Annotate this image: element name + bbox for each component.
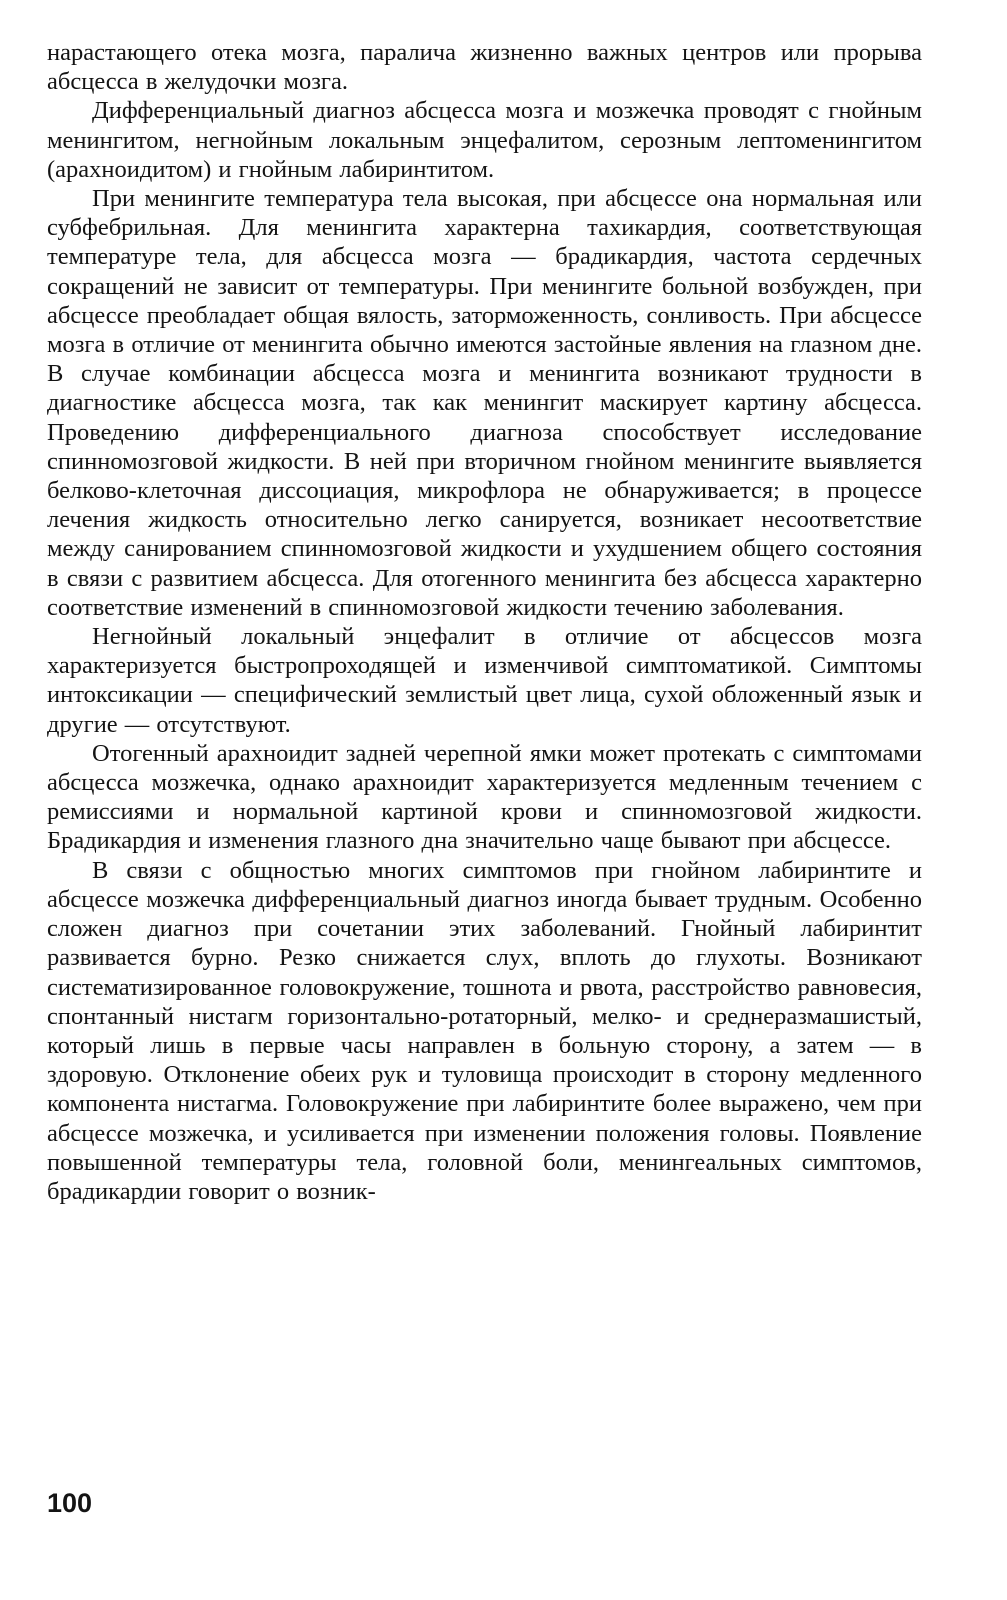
paragraph-1: нарастающего отека мозга, паралича жизненно важных центров или прорыва абсцесса в желудочки мозга.: [47, 39, 922, 96]
paragraph-3: При менингите температура тела высокая, при абсцессе она нормальная или субфебрильная. Для менингита характерна тахикардия, соответствующая температуре тела, для абсцесса мозга — брадикардия, частота сердечных сокращений не зависит от температуры. При менингите больной возбужден, при абсцессе преобладает общая вялость, заторможенность, сонливость. При абсцессе мозга в отличие от менингита обычно имеются застойные явления на глазном дне. В случае комбинации абсцесса мозга и менингита возникают трудности в диагностике абсцесса мозга, так как менингит маскирует картину абсцесса. Проведению дифференциального диагноза способствует исследование спинномозговой жидкости. В ней при вторичном гнойном менингите выявляется белково-клеточная диссоциация, микрофлора не обнаруживается; в процессе лечения жидкость относительно легко санируется, возникает несоответствие между санированием спинномозговой жидкости и ухудшением общего состояния в связи с развитием абсцесса. Для отогенного менингита без абсцесса характерно соответствие изменений в спинномозговой жидкости течению заболевания.: [47, 185, 922, 621]
paragraph-2: Дифференциальный диагноз абсцесса мозга и мозжечка проводят с гнойным менингитом, негнойным локальным энцефалитом, серозным лептоменингитом (арахноидитом) и гнойным лабиринтитом.: [47, 97, 922, 183]
page-body: [47, 38, 922, 1206]
paragraph-4: Негнойный локальный энцефалит в отличие от абсцессов мозга характеризуется быстропроходящей и изменчивой симптоматикой. Симптомы интоксикации — специфический землистый цвет лица, сухой обложенный язык и другие — отсутствуют.: [47, 623, 922, 738]
paragraph-5: Отогенный арахноидит задней черепной ямки может протекать с симптомами абсцесса мозжечка, однако арахноидит характеризуется медленным течением с ремиссиями и нормальной картиной крови и спинномозговой жидкости. Брадикардия и изменения глазного дна значительно чаще бывают при абсцессе.: [47, 739, 922, 855]
book-page: [47, 38, 922, 1578]
paragraph-6: В связи с общностью многих симптомов при гнойном лабиринтите и абсцессе мозжечка дифференциальный диагноз иногда бывает трудным. Особенно сложен диагноз при сочетании этих заболеваний. Гнойный лабиринтит развивается бурно. Резко снижается слух, вплоть до глухоты. Возникают систематизированное головокружение, тошнота и рвота, расстройство равновесия, спонтанный нистагм горизонтально-ротаторный, мелко- и среднеразмашистый, который лишь в первые часы направлен в больную сторону, а затем — в здоровую. Отклонение обеих рук и туловища происходит в сторону медленного компонента нистагма. Головокружение при лабиринтите более выражено, чем при абсцессе мозжечка, и усиливается при изменении положения головы. Появление повышенной температуры тела, головной боли, менингеальных симптомов, брадикардии говорит о возник-: [47, 856, 922, 1205]
page-number: 100: [47, 1488, 93, 1518]
